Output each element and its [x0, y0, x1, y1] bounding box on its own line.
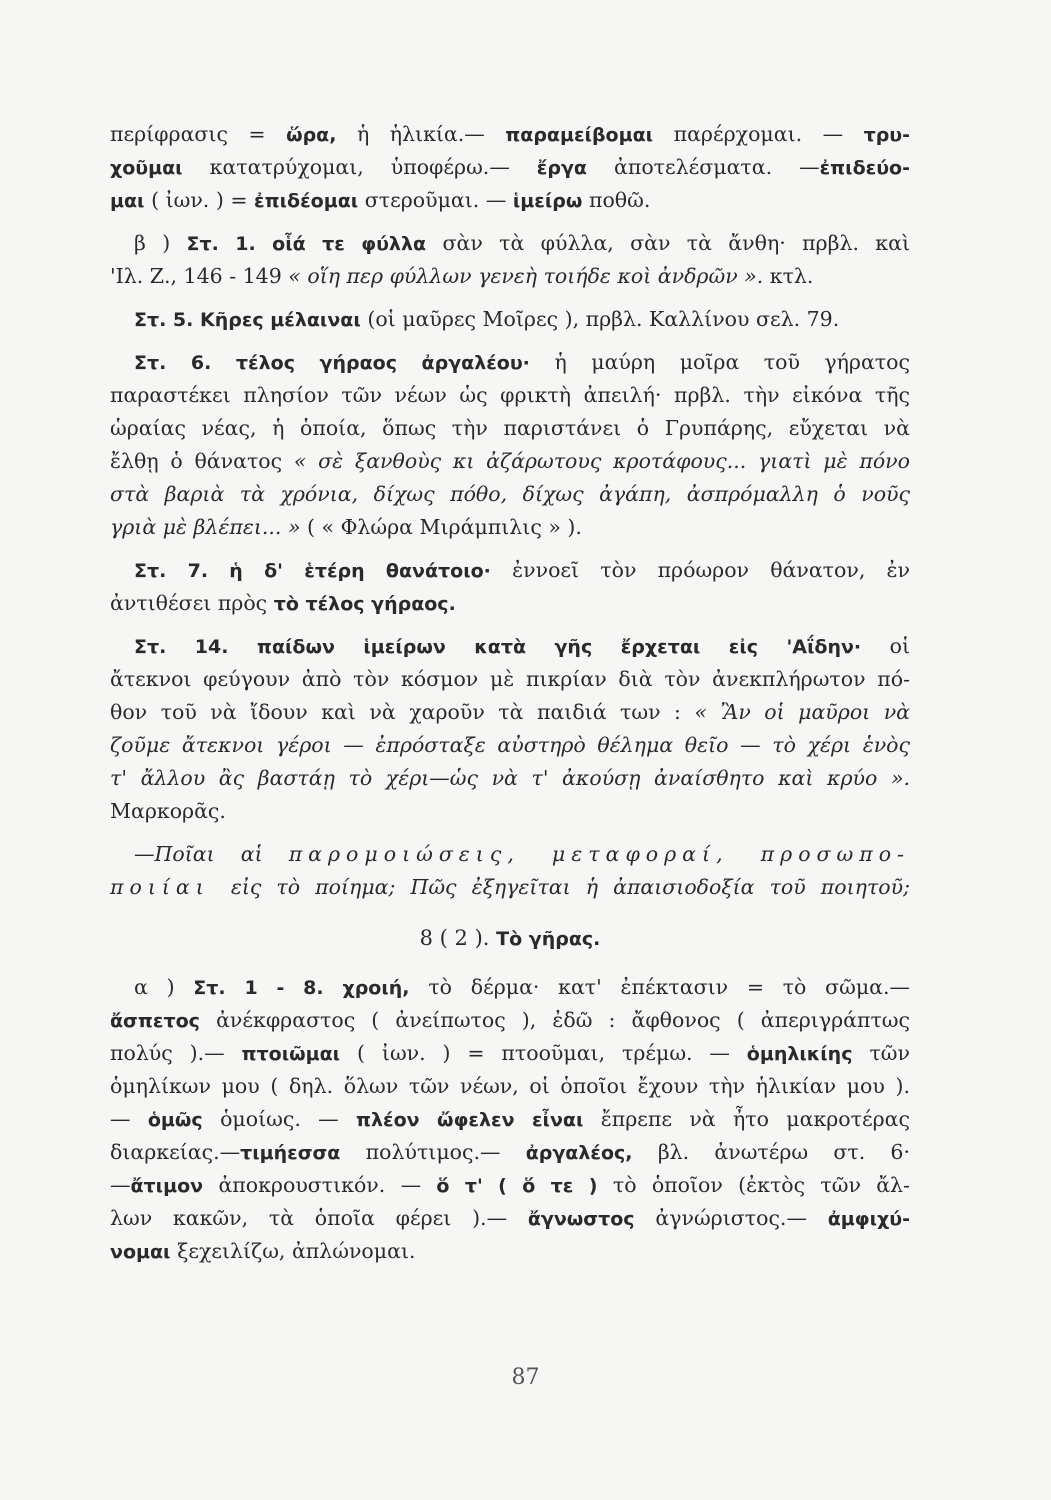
text-line: πολύς ).— πτοιῶμαι ( ἰων. ) = πτοοῦμαι, τρέμω. — ὁμηλικίης τῶν: [110, 1041, 910, 1065]
text-line: γριὰ μὲ βλέπει... » ( « Φλώρα Μιράμπιλις » ).: [110, 515, 582, 539]
text-line: ἄτεκνοι φεύγουν ἀπὸ τὸν κόσμον μὲ πικρίαν διὰ τὸν ἀνεκπλήρωτον πό-: [110, 667, 910, 691]
text-line: παραστέκει πλησίον τῶν νέων ὡς φρικτὴ ἀπειλή· πρβλ. τὴν εἰκόνα τῆς: [110, 383, 910, 407]
text-line: β ) Στ. 1. οἷά τε φύλλα σὰν τὰ φύλλα, σὰν τὰ ἄνθη· πρβλ. καὶ: [134, 231, 910, 255]
text-line: μαι ( ἰων. ) = ἐπιδέομαι στεροῦμαι. — ἱμείρω ποθῶ.: [110, 188, 651, 212]
text-line: Στ. 7. ἡ δ' ἑτέρη θανάτοιο· ἐννοεῖ τὸν πρόωρον θάνατον, ἐν: [134, 558, 910, 582]
text-line: νομαι ξεχειλίζω, ἀπλώνομαι.: [110, 1239, 416, 1263]
text-line: α ) Στ. 1 - 8. χροιή, τὸ δέρμα· κατ' ἐπέκτασιν = τὸ σῶμα.—: [134, 975, 911, 999]
text-line: ὁμηλίκων μου ( δηλ. ὅλων τῶν νέων, οἱ ὁποῖοι ἔχουν τὴν ἡλικίαν μου ).: [110, 1074, 910, 1098]
text-line: ὡραίας νέας, ἡ ὁποία, ὅπως τὴν παριστάνει ὁ Γρυπάρης, εὔχεται νὰ: [110, 416, 910, 440]
text-line: περίφρασις = ὥρα, ἡ ἡλικία.— παραμείβομαι παρέρχομαι. — τρυ-: [110, 122, 911, 146]
text-line: Στ. 6. τέλος γήραος ἀργαλέου· ἡ μαύρη μοῖρα τοῦ γήρατος: [134, 350, 910, 374]
page-number: 87: [511, 1365, 540, 1390]
text-line: — ὁμῶς ὁμοίως. — πλέον ὤφελεν εἶναι ἔπρεπε νὰ ἦτο μακροτέρας: [110, 1107, 910, 1131]
text-line: τ' ἄλλου ἂς βαστάῃ τὸ χέρι—ὡς νὰ τ' ἀκούσῃ ἀναίσθητο καὶ κρύο ».: [110, 766, 910, 790]
text-line: διαρκείας.—τιμήεσσα πολύτιμος.— ἀργαλέος, βλ. ἀνωτέρω στ. 6·: [110, 1140, 910, 1164]
text-line: 'Ιλ. Ζ., 146 - 149 « οἵη περ φύλλων γενεὴ τοιήδε κοὶ ἀνδρῶν ». κτλ.: [110, 264, 814, 288]
text-line: —Ποῖαι αἱ παρομοιώσεις, μεταφοραί, προσωπο-: [134, 842, 910, 866]
section-heading: 8 ( 2 ). Τὸ γῆρας.: [419, 926, 601, 950]
text-line: ἄσπετος ἀνέκφραστος ( ἀνείπωτος ), ἐδῶ : ἄφθονος ( ἀπεριγράπτως: [110, 1008, 910, 1032]
text-line: ποιίαι εἰς τὸ ποίημα; Πῶς ἐξηγεῖται ἡ ἀπαισιοδοξία τοῦ ποιητοῦ;: [110, 875, 910, 899]
text-line: χοῦμαι κατατρύχομαι, ὑποφέρω.— ἔργα ἀποτελέσματα. —ἐπιδεύο-: [110, 155, 910, 179]
page-body: [110, 118, 910, 1268]
text-line: Στ. 14. παίδων ἱμείρων κατὰ γῆς ἔρχεται εἰς 'Αΐδην· οἱ: [134, 634, 910, 658]
text-line: —ἄτιμον ἀποκρουστικόν. — ὅ τ' ( ὅ τε ) τὸ ὁποῖον (ἐκτὸς τῶν ἄλ-: [110, 1173, 910, 1197]
text-line: στὰ βαριὰ τὰ χρόνια, δίχως πόθο, δίχως ἀγάπη, ἀσπρόμαλλη ὁ νοῦς: [110, 482, 910, 506]
text-line: λων κακῶν, τὰ ὁποῖα φέρει ).— ἄγνωστος ἀγνώριστος.— ἀμφιχύ-: [110, 1206, 910, 1230]
text-line: Στ. 5. Κῆρες μέλαιναι (οἱ μαῦρες Μοῖρες ), πρβλ. Καλλίνου σελ. 79.: [134, 307, 840, 331]
text-line: ζοῦμε ἄτεκνοι γέροι — ἐπρόσταξε αὐστηρὸ θέλημα θεῖο — τὸ χέρι ἑνὸς: [110, 733, 910, 757]
text-line: θον τοῦ νὰ ἴδουν καὶ νὰ χαροῦν τὰ παιδιά των : « Ἂν οἱ μαῦροι νὰ: [110, 700, 911, 724]
text-line: ἔλθῃ ὁ θάνατος « σὲ ξανθοὺς κι ἀζάρωτους κροτάφους... γιατὶ μὲ πόνο: [110, 449, 910, 473]
text-line: ἀντιθέσει πρὸς τὸ τέλος γήραος.: [110, 591, 456, 615]
text-line: Μαρκορᾶς.: [110, 799, 226, 823]
